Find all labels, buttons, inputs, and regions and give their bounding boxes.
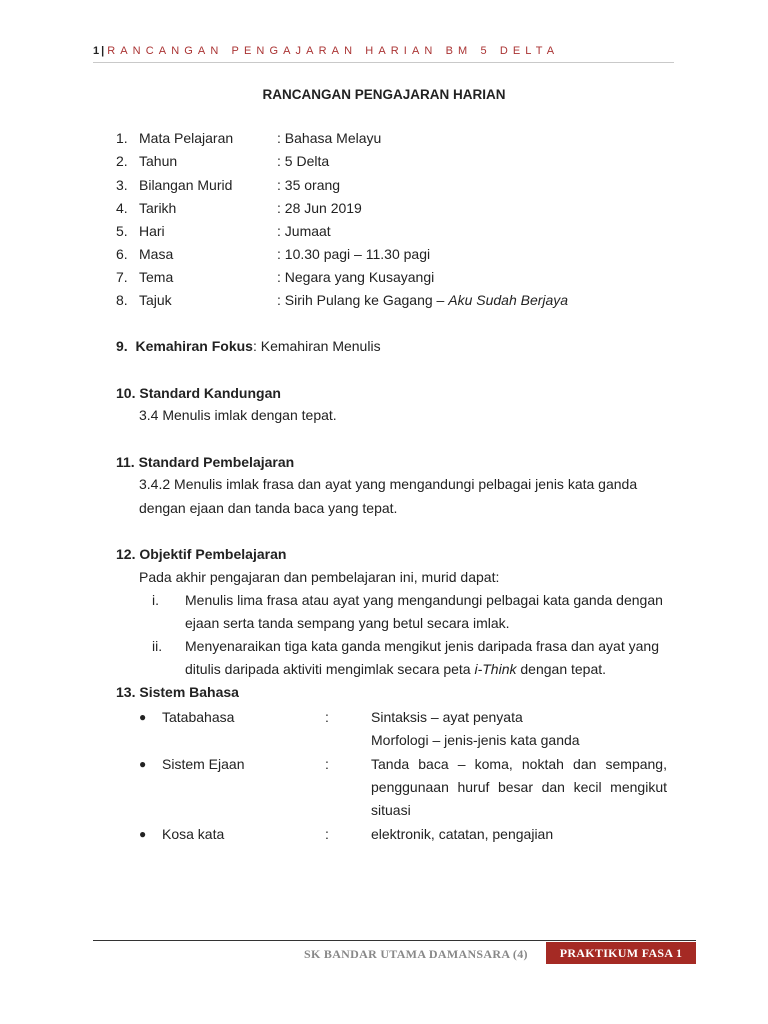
bullet-icon: ●: [139, 827, 147, 841]
tajuk-italic: Aku Sudah Berjaya: [448, 292, 569, 308]
info-value: : 28 Jun 2019: [277, 200, 362, 216]
info-number: 5.: [116, 223, 128, 239]
kemahiran-value: : Kemahiran Menulis: [252, 338, 381, 354]
info-label: Masa: [139, 246, 174, 262]
info-number: 7.: [116, 269, 128, 285]
info-value: [277, 290, 568, 310]
sistem-label: Sistem Ejaan: [162, 756, 245, 772]
header-text: RANCANGAN PENGAJARAN HARIAN BM 5 DELTA: [107, 45, 560, 57]
objektif-item-line2: ejaan serta tanda sempang yang betul secara imlak.: [185, 615, 510, 631]
sistem-label: Tatabahasa: [162, 709, 235, 725]
info-label: Mata Pelajaran: [139, 130, 234, 146]
sistem-value: Morfologi – jenis-jenis kata ganda: [371, 732, 580, 748]
footer-badge: PRAKTIKUM FASA 1: [546, 942, 696, 964]
document-title: RANCANGAN PENGAJARAN HARIAN: [262, 87, 506, 102]
objektif-item-line1: Menyenaraikan tiga kata ganda mengikut jenis daripada frasa dan ayat yang: [185, 638, 659, 654]
sistem-label: Kosa kata: [162, 826, 225, 842]
ithink-italic: i-Think: [474, 661, 517, 677]
info-value: : 10.30 pagi – 11.30 pagi: [277, 246, 431, 262]
info-value: : Jumaat: [277, 223, 331, 239]
objektif-intro: Pada akhir pengajaran dan pembelajaran ini, murid dapat:: [139, 569, 500, 585]
info-number: 8.: [116, 292, 128, 308]
info-value: : 5 Delta: [277, 153, 330, 169]
header-separator: |: [101, 45, 105, 57]
info-number: 3.: [116, 177, 128, 193]
info-label: Tema: [139, 269, 174, 285]
info-number: 6.: [116, 246, 128, 262]
standard-pembelajaran-line2: dengan ejaan dan tanda baca yang tepat.: [139, 500, 398, 516]
standard-pembelajaran-heading: 11. Standard Pembelajaran: [116, 454, 295, 470]
kemahiran-label: Kemahiran Fokus: [135, 338, 253, 354]
footer-divider: [93, 940, 696, 941]
bullet-icon: ●: [139, 757, 147, 771]
info-number: 1.: [116, 130, 128, 146]
info-value: : Bahasa Melayu: [277, 130, 382, 146]
sistem-colon: :: [325, 826, 329, 842]
sistem-value: Tanda baca – koma, noktah dan sempang, penggunaan huruf besar dan kecil mengikut situasi: [371, 756, 667, 818]
info-label: Tarikh: [139, 200, 177, 216]
sistem-value: elektronik, catatan, pengajian: [371, 826, 554, 842]
page-number: 1: [93, 45, 100, 57]
page-header: [93, 42, 674, 63]
standard-kandungan-text: 3.4 Menulis imlak dengan tepat.: [139, 407, 337, 423]
info-number: 4.: [116, 200, 128, 216]
standard-pembelajaran-line1: 3.4.2 Menulis imlak frasa dan ayat yang mengandungi pelbagai jenis kata ganda: [139, 476, 638, 492]
objektif-item-number: i.: [152, 592, 159, 608]
info-value: : Negara yang Kusayangi: [277, 269, 435, 285]
objektif-item-line2: ditulis daripada aktiviti mengimlak secara peta i-Think dengan tepat.: [185, 661, 607, 677]
tajuk-text: : Sirih Pulang ke Gagang –: [277, 292, 449, 308]
info-number: 2.: [116, 153, 128, 169]
info-label: Hari: [139, 223, 165, 239]
kemahiran-number: 9.: [116, 338, 128, 354]
info-label: Tajuk: [139, 292, 172, 308]
objektif-heading: 12. Objektif Pembelajaran: [116, 546, 287, 562]
sistem-value: Sintaksis – ayat penyata: [371, 709, 523, 725]
info-value: : 35 orang: [277, 177, 341, 193]
bullet-icon: ●: [139, 710, 147, 724]
sistem-bahasa-heading: 13. Sistem Bahasa: [116, 684, 239, 700]
sistem-colon: :: [325, 756, 329, 772]
info-label: Tahun: [139, 153, 178, 169]
info-label: Bilangan Murid: [139, 177, 233, 193]
objektif-item-line1: Menulis lima frasa atau ayat yang mengandungi pelbagai kata ganda dengan: [185, 592, 663, 608]
footer-school: SK BANDAR UTAMA DAMANSARA (4): [304, 947, 528, 961]
standard-kandungan-heading: 10. Standard Kandungan: [116, 385, 281, 401]
objektif-item-number: ii.: [152, 638, 163, 654]
kemahiran-fokus: [116, 336, 381, 356]
sistem-colon: :: [325, 709, 329, 725]
